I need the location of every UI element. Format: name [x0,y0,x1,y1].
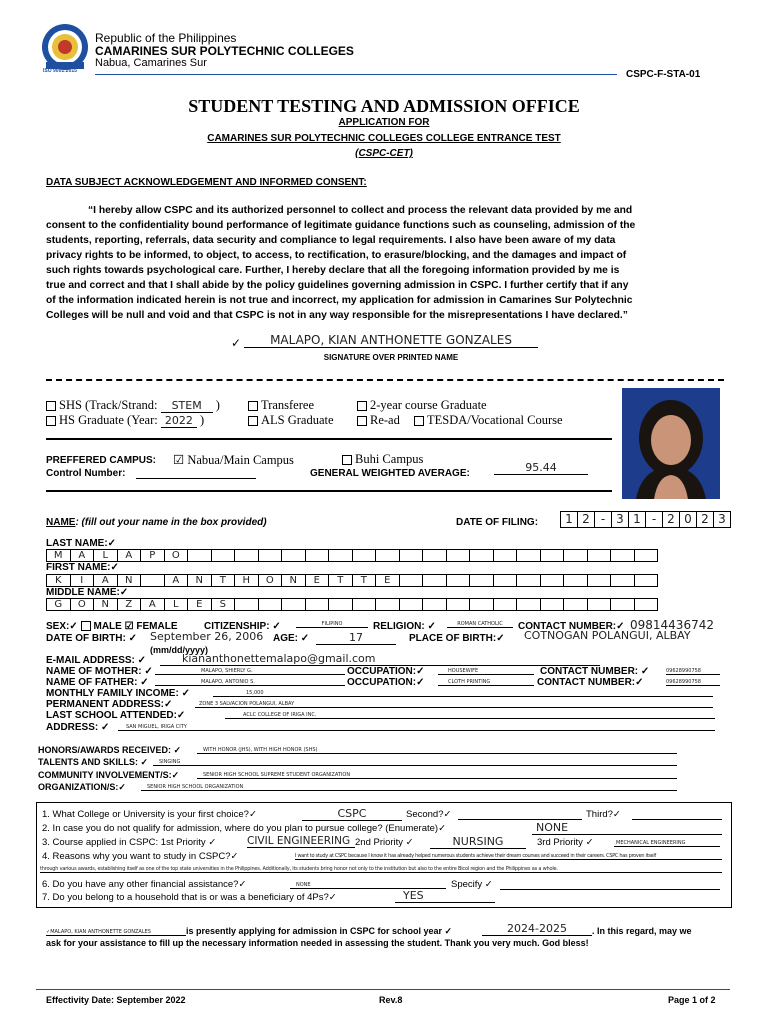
letter-box[interactable] [422,549,446,562]
father-contact-value[interactable]: 09628990758 [666,679,720,686]
letter-box[interactable] [587,574,611,587]
male-checkbox[interactable] [81,621,91,631]
letter-box[interactable]: E [375,574,399,587]
mother-contact-label: CONTACT NUMBER: ✓ [540,666,650,677]
pob-label: PLACE OF BIRTH:✓ [409,633,505,644]
consent-body [46,203,726,323]
als-option[interactable]: ALS Graduate [248,413,334,428]
letter-box[interactable]: Z [117,598,141,611]
read-checkbox[interactable] [357,416,367,426]
q3-third[interactable]: MECHANICAL ENGINEERING [614,840,720,847]
q7-value[interactable]: YES [395,889,495,903]
contact-value[interactable]: 09814436742 [630,618,714,632]
hs-checkbox[interactable] [46,416,56,426]
letter-box[interactable] [540,574,564,587]
letter-box[interactable] [516,574,540,587]
letter-box[interactable]: T [211,574,235,587]
father-occ-value[interactable]: CLOTH PRINTING [438,679,534,686]
transferee-checkbox[interactable] [248,401,258,411]
letter-box[interactable]: A [140,598,164,611]
consent-line: “I hereby allow CSPC and its authorized personnel to collect and process the relevant data provided by me and [88,205,633,216]
letter-box[interactable]: O [164,549,188,562]
als-checkbox[interactable] [248,416,258,426]
footer-effectivity: Effectivity Date: September 2022 [46,995,186,1005]
consent-heading: DATA SUBJECT ACKNOWLEDGEMENT AND INFORMED CONSENT: [46,177,367,188]
talents-label: TALENTS AND SKILLS: ✓ [38,757,149,767]
q2-label: 2. In case you do not qualify for admission, where do you plan to pursue college? (Enumerate)✓ [42,823,447,834]
income-label: MONTHLY FAMILY INCOME: ✓ [46,688,190,699]
dob-format: (mm/dd/yyyy) [150,645,209,655]
letter-box[interactable]: 2 [662,511,679,528]
letter-box[interactable] [281,598,305,611]
letter-box[interactable] [516,598,540,611]
letter-box[interactable]: 1 [560,511,577,528]
q3-label: 3. Course applied in CSPC: 1st Priority ✓ [42,837,217,848]
address-value[interactable]: ZONE 3 SALVACION POLANGUI, ALBAY [195,701,713,708]
q3-first[interactable]: CIVIL ENGINEERING [247,835,355,848]
letter-box[interactable] [634,598,659,611]
third-label: Third?✓ [586,809,621,820]
letter-box[interactable]: 2 [577,511,594,528]
letter-box[interactable] [446,598,470,611]
contact-label: CONTACT NUMBER:✓ [518,621,625,632]
letter-box[interactable]: N [281,574,305,587]
citizenship-value[interactable]: FILIPINO [296,621,368,628]
gwa-label: GENERAL WEIGHTED AVERAGE: [310,468,470,479]
mother-label: NAME OF MOTHER: ✓ [46,666,153,677]
letter-box[interactable] [446,574,470,587]
consent-line: such rights towards psychological care. Further, I hereby declare that all the foregoing information provided by me is [46,265,620,276]
letter-box[interactable]: A [70,549,94,562]
closing-year[interactable]: 2024-2025 [482,922,592,936]
header-rule [95,74,617,75]
letter-box[interactable]: O [258,574,282,587]
mother-contact-value[interactable]: 09628990758 [666,668,720,675]
letter-box[interactable]: - [594,511,611,528]
letter-box[interactable] [587,598,611,611]
letter-box[interactable]: A [93,574,117,587]
letter-box[interactable]: 3 [713,511,731,528]
letter-box[interactable]: N [117,574,141,587]
specify-field[interactable] [500,889,720,890]
letter-box[interactable] [493,574,517,587]
q3-second-label: 2nd Priority ✓ [355,837,414,848]
letter-box[interactable] [352,598,376,611]
letter-box[interactable] [375,598,399,611]
letter-box[interactable] [328,598,352,611]
letter-box[interactable] [399,574,423,587]
father-occ-label: OCCUPATION:✓ [347,677,425,688]
filing-date-boxes[interactable] [560,511,731,528]
q4-value-a[interactable]: I want to study at CSPC because I know it has already helped numerous students achieve their dream courses and succeed in their careers. CSPC has proven itself [295,853,722,860]
middle-name-label: MIDDLE NAME:✓ [46,587,129,598]
last-name-boxes[interactable] [46,549,658,562]
letter-box[interactable] [540,549,564,562]
letter-box[interactable] [422,574,446,587]
closing-text-b: . In this regard, may we [592,926,692,936]
q7-label: 7. Do you belong to a household that is or was a beneficiary of 4Ps?✓ [42,892,337,903]
letter-box[interactable] [563,598,587,611]
header-school: CAMARINES SUR POLYTECHNIC COLLEGES [95,44,354,58]
second-label: Second?✓ [406,809,452,820]
letter-box[interactable] [493,549,517,562]
campus-buhi[interactable]: Buhi Campus [342,452,423,467]
iso-label: ISO 9001:2015 [43,68,77,74]
header-location: Nabua, Camarines Sur [95,57,207,69]
applicant-photo [622,388,720,499]
community-value[interactable]: SENIOR HIGH SCHOOL SUPREME STUDENT ORGANIZATION [197,772,677,779]
letter-box[interactable] [352,549,376,562]
address-label: PERMANENT ADDRESS:✓ [46,699,173,710]
signature-label: SIGNATURE OVER PRINTED NAME [323,353,459,362]
read-option[interactable]: Re-ad [357,413,400,428]
q6-label: 6. Do you have any other financial assistance?✓ [42,879,247,890]
letter-box[interactable] [610,549,634,562]
community-label: COMMUNITY INVOLVEMENT/S:✓ [38,770,180,780]
school-addr-label: ADDRESS: ✓ [46,722,110,733]
letter-box[interactable]: O [70,598,94,611]
school-label: LAST SCHOOL ATTENDED:✓ [46,710,186,721]
letter-box[interactable] [587,549,611,562]
campus-nabua[interactable]: ☑ Nabua/Main Campus [173,453,294,467]
mother-occ-value[interactable]: HOUSEWIFE [438,668,534,675]
letter-box[interactable]: P [140,549,164,562]
letter-box[interactable] [140,574,164,587]
age-value[interactable]: 17 [316,631,396,645]
two-year-option[interactable]: 2-year course Graduate [357,398,487,413]
honors-value[interactable]: WITH HONOR (JHS), WITH HIGH HONOR (SHS) [197,747,677,754]
letter-box[interactable] [399,598,423,611]
q4-value-b[interactable]: through various awards, establishing itself as one of the top state universities in the Philippines. Additionally, its students bring honor not only to the institution but also to the entire Bicol region and the Philippines as a whole. [40,866,722,873]
father-label: NAME OF FATHER: ✓ [46,677,149,688]
letter-box[interactable]: 3 [611,511,628,528]
q3-second[interactable]: NURSING [430,835,526,849]
third-field[interactable] [632,819,722,820]
second-field[interactable] [458,819,582,820]
school-seal-icon [40,22,90,72]
email-value[interactable]: kiananthonettemalapo@gmail.com [160,652,600,666]
letter-box[interactable] [258,598,282,611]
buhi-checkbox[interactable] [342,455,352,465]
name-label: NAME: (fill out your name in the box provided) [46,517,267,528]
office-title: STUDENT TESTING AND ADMISSION OFFICE [188,96,580,116]
closing-line2: ask for your assistance to fill up the necessary information needed in assessing the student. Thank you very much. God bless! [46,938,589,948]
q1-label: 1. What College or University is your first choice?✓ [42,809,257,820]
citizenship-label: CITIZENSHIP: ✓ [204,621,281,632]
letter-box[interactable]: M [46,549,70,562]
religion-label: RELIGION: ✓ [373,621,436,632]
filing-date-label: DATE OF FILING: [456,517,539,528]
q2-value[interactable]: NONE [532,821,722,835]
father-contact-label: CONTACT NUMBER:✓ [537,677,644,688]
consent-line: students, reporting, referrals, data security and compliance to legal requirements. I also have been aware of my data [46,235,616,246]
closing-text-a: is presently applying for admission in CSPC for school year ✓ [186,926,453,936]
consent-line: of the information indicated herein is not true and incorrect, my application for admission in Camarines Sur Polytechnic [46,295,633,306]
letter-box[interactable] [469,598,493,611]
letter-box[interactable]: T [352,574,376,587]
letter-box[interactable] [634,549,659,562]
tesda-checkbox[interactable] [414,416,424,426]
letter-box[interactable]: S [211,598,235,611]
q6-value[interactable]: NONE [290,882,446,889]
middle-name-boxes[interactable] [46,598,658,611]
closing-name[interactable]: ✓MALAPO, KIAN ANTHONETTE GONZALES [46,929,186,936]
letter-box[interactable]: L [164,598,188,611]
control-field[interactable] [136,478,256,479]
footer-rev: Rev.8 [379,995,403,1005]
first-name-label: FIRST NAME:✓ [46,562,119,573]
dashed-divider [46,379,724,381]
signature-name[interactable]: MALAPO, KIAN ANTHONETTE GONZALES [244,333,538,348]
last-name-label: LAST NAME:✓ [46,538,117,549]
letter-box[interactable] [563,574,587,587]
letter-box[interactable]: N [93,598,117,611]
letter-box[interactable]: 1 [628,511,645,528]
consent-line: consent to the confidentiality bound performance of legitimate guidance functions such as counseling, admission of the [46,220,636,231]
consent-line: privacy rights to be informed, to object, to access, to rectification, to erasure/blocking, and the damages and impact of [46,250,627,261]
father-value[interactable]: MALAPO, ANTONIO S. [155,679,345,686]
letter-box[interactable] [469,574,493,587]
gwa-value[interactable]: 95.44 [494,461,588,475]
school-addr-value[interactable]: SAN MIGUEL, IRIGA CITY [118,724,715,731]
letter-box[interactable] [399,549,423,562]
header-country: Republic of the Philippines [95,31,237,45]
letter-box[interactable] [187,549,211,562]
pob-value[interactable]: COTNOGAN POLANGUI, ALBAY [524,629,691,642]
shs-value[interactable]: STEM [161,399,213,413]
letter-box[interactable] [422,598,446,611]
letter-box[interactable]: 2 [696,511,713,528]
form-code: CSPC-F-STA-01 [626,69,701,80]
letter-box[interactable] [516,549,540,562]
letter-box[interactable] [493,598,517,611]
letter-box[interactable] [234,598,258,611]
q3-third-label: 3rd Priority ✓ [537,837,594,848]
hs-value[interactable]: 2022 [161,414,197,428]
letter-box[interactable] [610,598,634,611]
letter-box[interactable]: L [93,549,117,562]
org-label: ORGANIZATION/S:✓ [38,782,126,792]
letter-box[interactable]: T [328,574,352,587]
consent-line: true and correct and that I shall abide by the policy guidelines governing admission in CSPC. I further certify that if any [46,280,629,291]
section-rule [46,438,612,440]
letter-box[interactable] [211,549,235,562]
school-value[interactable]: ACLC COLLEGE OF IRIGA INC. [225,712,715,719]
tesda-option[interactable]: TESDA/Vocational Course [414,413,563,428]
letter-box[interactable] [563,549,587,562]
dob-label: DATE OF BIRTH: ✓ [46,633,137,644]
letter-box[interactable]: N [187,574,211,587]
age-label: AGE: ✓ [273,633,310,644]
letter-box[interactable] [305,598,329,611]
letter-box[interactable] [446,549,470,562]
letter-box[interactable]: A [117,549,141,562]
honors-label: HONORS/AWARDS RECEIVED: ✓ [38,745,182,755]
talents-value[interactable]: SINGING [153,759,677,766]
letter-box[interactable] [469,549,493,562]
letter-box[interactable]: H [234,574,258,587]
letter-box[interactable]: I [70,574,94,587]
specify-label: Specify ✓ [451,879,493,890]
letter-box[interactable] [328,549,352,562]
hs-option[interactable]: HS Graduate (Year: 2022 ) [46,413,204,428]
campus-label: PREFFERED CAMPUS: [46,455,157,466]
letter-box[interactable] [281,549,305,562]
letter-box[interactable]: G [46,598,70,611]
letter-box[interactable]: A [164,574,188,587]
letter-box[interactable] [634,574,659,587]
email-label: E-MAIL ADDRESS: ✓ [46,655,147,666]
signature-check: ✓ [231,336,242,350]
org-value[interactable]: SENIOR HIGH SCHOOL ORGANIZATION [141,784,677,791]
religion-value[interactable]: ROMAN CATHOLIC [447,621,513,628]
letter-box[interactable]: E [187,598,211,611]
letter-box[interactable] [610,574,634,587]
sex-field: SEX:✓ MALE ☑ FEMALE [46,621,178,632]
title-line2: CAMARINES SUR POLYTECHNIC COLLEGES COLLEGE ENTRANCE TEST [207,133,561,144]
two-year-checkbox[interactable] [357,401,367,411]
title-line1: APPLICATION FOR [338,117,430,128]
transferee-option[interactable]: Transferee [248,398,314,413]
q4-label: 4. Reasons why you want to study in CSPC?✓ [42,851,239,862]
consent-line: Colleges will be null and void and that CSPC is not in any way responsible for the misrepresentations I have declared.” [46,310,628,321]
letter-box[interactable] [258,549,282,562]
first-name-boxes[interactable] [46,574,658,587]
letter-box[interactable]: - [645,511,662,528]
letter-box[interactable]: K [46,574,70,587]
letter-box[interactable] [305,549,329,562]
section-rule [46,490,612,492]
footer-rule [36,989,730,990]
shs-checkbox[interactable] [46,401,56,411]
letter-box[interactable]: 0 [679,511,696,528]
title-line3: (CSPC-CET) [355,148,413,159]
footer-page: Page 1 of 2 [668,995,716,1005]
mother-occ-label: OCCUPATION:✓ [347,666,425,677]
q1-value[interactable]: CSPC [302,807,402,821]
dob-value[interactable]: September 26, 2006 [150,630,264,643]
control-label: Control Number: [46,468,126,479]
letter-box[interactable] [234,549,258,562]
letter-box[interactable]: E [305,574,329,587]
income-value[interactable]: 15,000 [213,690,713,697]
shs-option[interactable]: SHS (Track/Strand: STEM ) [46,398,220,413]
mother-value[interactable]: MALAPO, SHIERLY G. [155,668,345,675]
letter-box[interactable] [375,549,399,562]
letter-box[interactable] [540,598,564,611]
